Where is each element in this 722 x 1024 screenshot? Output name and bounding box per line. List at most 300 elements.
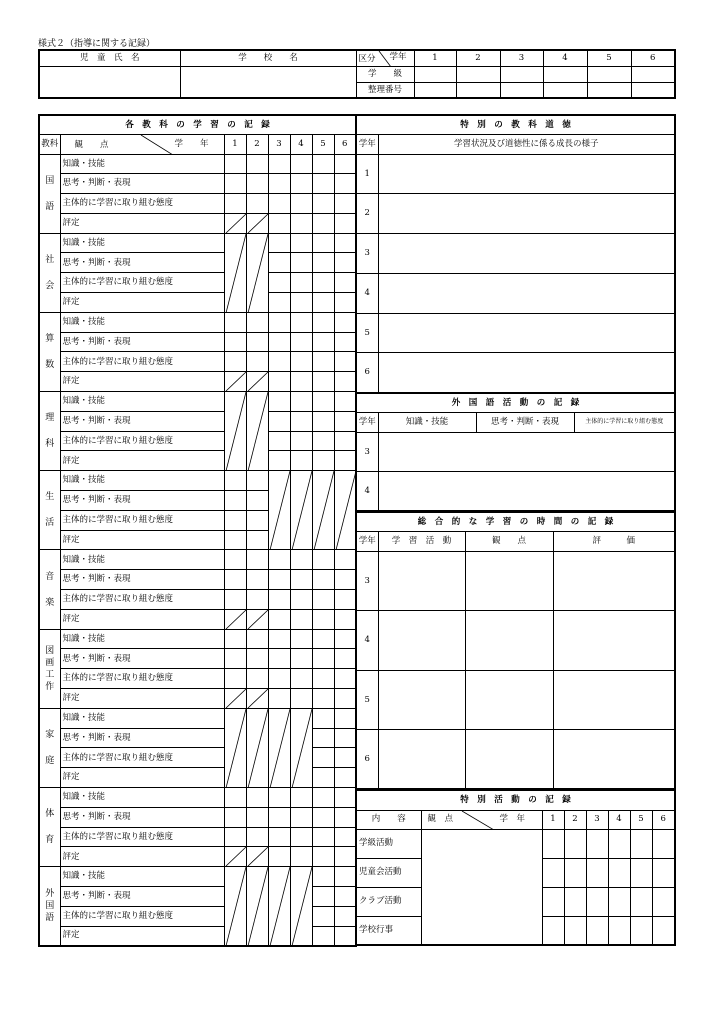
grade-cell[interactable]: [334, 906, 356, 926]
special-cell[interactable]: [564, 916, 586, 945]
grade-cell[interactable]: [312, 431, 334, 451]
seiri-cell[interactable]: [587, 82, 631, 98]
grade-cell[interactable]: [224, 807, 246, 827]
grade-cell[interactable]: [312, 788, 334, 808]
grade-cell[interactable]: [312, 273, 334, 293]
special-cell[interactable]: [630, 916, 652, 945]
grade-cell[interactable]: [334, 807, 356, 827]
school-name-label: 学 校 名: [180, 50, 356, 66]
grade-cell[interactable]: [246, 807, 268, 827]
grade-cell[interactable]: [246, 550, 268, 570]
grade-cell[interactable]: [290, 213, 312, 233]
special-cell[interactable]: [564, 829, 586, 858]
grade-cell[interactable]: [312, 867, 334, 887]
grade-cell[interactable]: [334, 847, 356, 867]
grade-cell[interactable]: [312, 609, 334, 629]
grade-cell[interactable]: [312, 550, 334, 570]
grade-cell[interactable]: [290, 609, 312, 629]
grade-cell[interactable]: [334, 194, 356, 214]
kanten-label: 知識・技能: [60, 629, 224, 649]
grade-cell[interactable]: [334, 827, 356, 847]
special-cell[interactable]: [608, 916, 630, 945]
special-cell[interactable]: [586, 916, 608, 945]
foreign-field[interactable]: [378, 432, 675, 472]
grade-cell[interactable]: [334, 312, 356, 332]
grade-cell[interactable]: [224, 629, 246, 649]
grade-cell[interactable]: [246, 510, 268, 530]
grade-cell[interactable]: [290, 807, 312, 827]
grade-cell[interactable]: [268, 431, 290, 451]
special-table: [355, 789, 676, 946]
grade-cell[interactable]: [312, 372, 334, 392]
integrated-field[interactable]: [553, 730, 675, 790]
grade-cell[interactable]: [312, 312, 334, 332]
grade-cell[interactable]: [312, 669, 334, 689]
moral-grade: 6: [356, 353, 378, 393]
grade-cell[interactable]: [268, 293, 290, 313]
grade-cell[interactable]: [224, 550, 246, 570]
grade-cell[interactable]: [334, 926, 356, 946]
grade-cell[interactable]: [312, 392, 334, 412]
grade-cell[interactable]: [268, 372, 290, 392]
grade-cell[interactable]: [290, 669, 312, 689]
grade-cell[interactable]: [290, 570, 312, 590]
integrated-field[interactable]: [465, 670, 553, 730]
grade-cell[interactable]: [290, 392, 312, 412]
subject-label: 家庭: [39, 708, 60, 787]
integrated-table: [355, 511, 676, 790]
grade-cell[interactable]: [246, 154, 268, 174]
grade-cell[interactable]: [290, 233, 312, 253]
slash-line: [225, 392, 247, 471]
gakkyu-cell[interactable]: [456, 66, 500, 82]
kanten-label: 思考・判断・表現: [60, 411, 224, 431]
grade-cell[interactable]: [290, 431, 312, 451]
grade-cell[interactable]: [246, 174, 268, 194]
header-grade: 5: [587, 50, 631, 66]
grade-cell[interactable]: [334, 570, 356, 590]
kanten-label: 主体的に学習に取り組む態度: [60, 352, 224, 372]
grade-cell[interactable]: [312, 332, 334, 352]
special-cell[interactable]: [564, 858, 586, 887]
moral-field[interactable]: [378, 273, 675, 313]
kanten-label: 思考・判断・表現: [60, 807, 224, 827]
integrated-field[interactable]: [553, 611, 675, 671]
special-cell[interactable]: [564, 887, 586, 916]
grade-cell[interactable]: [246, 827, 268, 847]
gakunen-label: 学年: [389, 52, 407, 62]
special-row-label: クラブ活動: [356, 887, 421, 916]
grade-cell[interactable]: [268, 213, 290, 233]
kanten-label: 知識・技能: [60, 788, 224, 808]
grade-cell[interactable]: [312, 906, 334, 926]
col-kyoka: 教科: [39, 134, 60, 154]
grade-cell[interactable]: [246, 570, 268, 590]
slash-line: [225, 214, 247, 233]
grade-cell[interactable]: [224, 174, 246, 194]
special-grade: 4: [608, 810, 630, 829]
subjects-title: 各 教 科 の 学 習 の 記 録: [39, 115, 356, 134]
kanten-label: 知識・技能: [60, 154, 224, 174]
grade-cell[interactable]: [224, 669, 246, 689]
grade-cell[interactable]: [224, 352, 246, 372]
kanten-label: 主体的に学習に取り組む態度: [60, 906, 224, 926]
grade-cell[interactable]: [334, 728, 356, 748]
grade-cell[interactable]: [290, 590, 312, 610]
grade-cell[interactable]: [246, 590, 268, 610]
grade-cell[interactable]: [334, 669, 356, 689]
grade-cell[interactable]: [224, 510, 246, 530]
grade-cell[interactable]: [246, 669, 268, 689]
special-cell[interactable]: [542, 887, 564, 916]
foreign-grade: 3: [356, 432, 378, 472]
grade-cell[interactable]: [290, 847, 312, 867]
student-name-label: 児 童 氏 名: [39, 50, 180, 66]
grade-cell[interactable]: [290, 550, 312, 570]
grade-cell[interactable]: [290, 649, 312, 669]
grade-cell[interactable]: [246, 312, 268, 332]
special-cell[interactable]: [652, 887, 675, 916]
grade-cell[interactable]: [312, 649, 334, 669]
grade-cell: [290, 867, 312, 946]
grade-cell[interactable]: [224, 312, 246, 332]
grade-cell[interactable]: [334, 689, 356, 709]
grade-cell[interactable]: [312, 253, 334, 273]
grade-cell[interactable]: [334, 411, 356, 431]
grade-cell[interactable]: [268, 273, 290, 293]
grade-cell[interactable]: [268, 332, 290, 352]
header-grade: 4: [543, 50, 587, 66]
grade-cell[interactable]: [312, 689, 334, 709]
slash-line: [247, 214, 269, 233]
grade-cell[interactable]: [290, 312, 312, 332]
grade-cell[interactable]: [312, 708, 334, 728]
grade-cell[interactable]: [290, 352, 312, 372]
kanten-label: 評定: [60, 372, 224, 392]
foreign-col1: 知識・技能: [378, 412, 476, 432]
grade-cell[interactable]: [290, 788, 312, 808]
integrated-field[interactable]: [553, 670, 675, 730]
grade-cell: [224, 392, 246, 471]
grade-cell[interactable]: [334, 649, 356, 669]
special-cell[interactable]: [652, 858, 675, 887]
grade-cell[interactable]: [268, 411, 290, 431]
subject-label: 算数: [39, 312, 60, 391]
grade-cell[interactable]: [268, 451, 290, 471]
grade-cell[interactable]: [334, 154, 356, 174]
grade-cell[interactable]: [246, 332, 268, 352]
special-kanten-field[interactable]: [421, 829, 542, 945]
gakkyu-cell[interactable]: [631, 66, 675, 82]
integrated-grade: 5: [356, 670, 378, 730]
col-kanten-gakunen: [60, 134, 224, 154]
grade-cell: [224, 867, 246, 946]
integrated-field[interactable]: [378, 730, 465, 790]
seiri-cell[interactable]: [543, 82, 587, 98]
grade-cell[interactable]: [268, 154, 290, 174]
moral-grade: 5: [356, 313, 378, 353]
grade-cell[interactable]: [312, 807, 334, 827]
special-cell[interactable]: [586, 858, 608, 887]
grade-cell[interactable]: [312, 154, 334, 174]
kanten-label: 思考・判断・表現: [60, 253, 224, 273]
grade-cell[interactable]: [246, 352, 268, 372]
moral-col-desc: 学習状況及び道徳性に係る成長の様子: [378, 134, 675, 154]
grade-cell[interactable]: [268, 550, 290, 570]
grade-cell[interactable]: [246, 788, 268, 808]
grade-cell[interactable]: [224, 471, 246, 491]
grade-cell[interactable]: [334, 431, 356, 451]
grade-cell[interactable]: [334, 590, 356, 610]
special-col-kanten-gakunen: [421, 810, 542, 829]
grade-cell[interactable]: [312, 886, 334, 906]
grade-cell[interactable]: [312, 748, 334, 768]
grade-cell[interactable]: [268, 847, 290, 867]
grade-cell[interactable]: [334, 233, 356, 253]
grade-cell[interactable]: [334, 748, 356, 768]
grade-cell[interactable]: [334, 708, 356, 728]
grade-cell[interactable]: [334, 886, 356, 906]
gakkyu-cell[interactable]: [587, 66, 631, 82]
grade-cell[interactable]: [246, 629, 268, 649]
grade-cell[interactable]: [290, 451, 312, 471]
grade-cell[interactable]: [268, 233, 290, 253]
slash-line: [247, 709, 269, 788]
grade-cell[interactable]: [290, 629, 312, 649]
slash-line: [247, 689, 269, 708]
grade-cell: [246, 213, 268, 233]
grade-cell[interactable]: [312, 352, 334, 372]
kanten-label: 知識・技能: [60, 392, 224, 412]
grade-cell[interactable]: [224, 827, 246, 847]
gakkyu-cell[interactable]: [414, 66, 456, 82]
grade-cell[interactable]: [334, 332, 356, 352]
integrated-field[interactable]: [378, 670, 465, 730]
special-cell[interactable]: [608, 887, 630, 916]
grade-cell[interactable]: [224, 570, 246, 590]
kanten-label: 思考・判断・表現: [60, 886, 224, 906]
grade-cell[interactable]: [268, 253, 290, 273]
integrated-field[interactable]: [378, 551, 465, 611]
grade-cell[interactable]: [268, 174, 290, 194]
kanten-label: 主体的に学習に取り組む態度: [60, 669, 224, 689]
grade-cell[interactable]: [290, 332, 312, 352]
grade-cell[interactable]: [334, 253, 356, 273]
kanten-label: 知識・技能: [60, 471, 224, 491]
grade-cell[interactable]: [312, 768, 334, 788]
grade-cell[interactable]: [268, 590, 290, 610]
seiri-cell[interactable]: [631, 82, 675, 98]
kanten-label: 評定: [60, 213, 224, 233]
special-row-label: 学級活動: [356, 829, 421, 858]
grade-cell[interactable]: [312, 411, 334, 431]
grade-cell[interactable]: [268, 807, 290, 827]
grade-cell[interactable]: [334, 768, 356, 788]
grade-cell[interactable]: [224, 590, 246, 610]
gakkyu-cell[interactable]: [500, 66, 543, 82]
grade-cell[interactable]: [290, 253, 312, 273]
integrated-field[interactable]: [553, 551, 675, 611]
grade-cell[interactable]: [268, 194, 290, 214]
grade-cell[interactable]: [312, 451, 334, 471]
grade-cell[interactable]: [290, 372, 312, 392]
grade-cell[interactable]: [224, 491, 246, 511]
moral-field[interactable]: [378, 353, 675, 393]
grade-cell[interactable]: [312, 293, 334, 313]
grade-cell[interactable]: [268, 570, 290, 590]
grade-cell[interactable]: [268, 392, 290, 412]
special-cell[interactable]: [586, 887, 608, 916]
grade-cell[interactable]: [290, 827, 312, 847]
grade-cell[interactable]: [290, 411, 312, 431]
special-cell[interactable]: [542, 829, 564, 858]
integrated-field[interactable]: [465, 730, 553, 790]
grade-cell[interactable]: [268, 827, 290, 847]
special-cell[interactable]: [630, 829, 652, 858]
grade-cell[interactable]: [312, 233, 334, 253]
grade-cell: [246, 609, 268, 629]
slash-line: [291, 471, 313, 550]
grade-cell[interactable]: [268, 649, 290, 669]
special-cell[interactable]: [542, 858, 564, 887]
grade-cell[interactable]: [268, 629, 290, 649]
grade-cell[interactable]: [290, 293, 312, 313]
moral-field[interactable]: [378, 234, 675, 274]
grade-cell[interactable]: [312, 174, 334, 194]
grade-cell[interactable]: [224, 332, 246, 352]
grade-cell[interactable]: [224, 194, 246, 214]
grade-cell[interactable]: [334, 174, 356, 194]
grade-cell[interactable]: [268, 689, 290, 709]
grade-cell[interactable]: [312, 194, 334, 214]
kanten-label: 知識・技能: [60, 233, 224, 253]
grade-cell[interactable]: [312, 629, 334, 649]
grade-cell[interactable]: [312, 213, 334, 233]
foreign-field[interactable]: [378, 472, 675, 512]
moral-field[interactable]: [378, 154, 675, 194]
grade-cell[interactable]: [290, 194, 312, 214]
form-title: 様式２（指導に関する記録）: [38, 39, 156, 49]
grade-cell[interactable]: [246, 649, 268, 669]
grade-cell[interactable]: [334, 273, 356, 293]
grade-cell[interactable]: [224, 649, 246, 669]
special-cell[interactable]: [652, 829, 675, 858]
grade-cell[interactable]: [334, 629, 356, 649]
grade-cell[interactable]: [268, 352, 290, 372]
special-cell[interactable]: [652, 916, 675, 945]
grade-cell[interactable]: [290, 174, 312, 194]
grade-cell[interactable]: [334, 609, 356, 629]
grade-cell[interactable]: [290, 273, 312, 293]
grade-cell[interactable]: [312, 926, 334, 946]
subject-label: 音楽: [39, 550, 60, 629]
special-cell[interactable]: [542, 916, 564, 945]
grade-cell: [246, 867, 268, 946]
slash-line: [247, 867, 269, 946]
grade-cell: [246, 372, 268, 392]
slash-line: [247, 372, 269, 391]
special-cell[interactable]: [630, 858, 652, 887]
grade-cell[interactable]: [246, 530, 268, 550]
slash-line: [247, 392, 269, 471]
school-name-field[interactable]: [180, 66, 356, 98]
grade-cell[interactable]: [224, 530, 246, 550]
grade-cell[interactable]: [334, 451, 356, 471]
grade-cell[interactable]: [312, 590, 334, 610]
grade-cell[interactable]: [224, 154, 246, 174]
grade-cell[interactable]: [334, 213, 356, 233]
grade-cell[interactable]: [334, 372, 356, 392]
kanten-label: 主体的に学習に取り組む態度: [60, 273, 224, 293]
grade-cell[interactable]: [290, 689, 312, 709]
foreign-col3: 主体的に学習に取り組む態度: [574, 412, 675, 432]
seiri-cell[interactable]: [414, 82, 456, 98]
integrated-title: 総 合 的 な 学 習 の 時 間 の 記 録: [356, 512, 675, 531]
seiri-cell[interactable]: [500, 82, 543, 98]
grade-col: 6: [334, 134, 356, 154]
grade-cell[interactable]: [246, 471, 268, 491]
kanten-label: 主体的に学習に取り組む態度: [60, 431, 224, 451]
special-cell[interactable]: [586, 829, 608, 858]
grade-cell[interactable]: [312, 570, 334, 590]
grade-cell[interactable]: [312, 847, 334, 867]
grade-cell[interactable]: [268, 609, 290, 629]
grade-cell[interactable]: [268, 669, 290, 689]
header-grade: 3: [500, 50, 543, 66]
special-grade: 3: [586, 810, 608, 829]
grade-cell[interactable]: [312, 827, 334, 847]
special-cell[interactable]: [608, 829, 630, 858]
slash-line: [313, 471, 335, 550]
foreign-table: [355, 392, 676, 512]
integrated-field[interactable]: [378, 611, 465, 671]
moral-grade: 3: [356, 234, 378, 274]
special-cell[interactable]: [630, 887, 652, 916]
integrated-field[interactable]: [465, 611, 553, 671]
integrated-field[interactable]: [465, 551, 553, 611]
grade-cell: [268, 708, 290, 787]
special-row-label: 学校行事: [356, 916, 421, 945]
grade-cell[interactable]: [224, 788, 246, 808]
grade-cell[interactable]: [246, 194, 268, 214]
grade-cell[interactable]: [334, 550, 356, 570]
grade-cell: [224, 847, 246, 867]
grade-cell: [224, 609, 246, 629]
grade-cell[interactable]: [268, 312, 290, 332]
grade-cell[interactable]: [334, 788, 356, 808]
gakkyu-cell[interactable]: [543, 66, 587, 82]
special-cell[interactable]: [608, 858, 630, 887]
grade-cell[interactable]: [290, 154, 312, 174]
subject-label: 国語: [39, 154, 60, 233]
moral-field[interactable]: [378, 313, 675, 353]
grade-cell[interactable]: [334, 392, 356, 412]
student-name-field[interactable]: [39, 66, 180, 98]
slash-line: [247, 234, 269, 313]
special-grade: 2: [564, 810, 586, 829]
grade-cell[interactable]: [334, 867, 356, 887]
grade-cell[interactable]: [312, 728, 334, 748]
grade-cell[interactable]: [334, 352, 356, 372]
kanten-label: 評定: [60, 768, 224, 788]
slash-line: [225, 372, 247, 391]
moral-field[interactable]: [378, 194, 675, 234]
grade-cell[interactable]: [268, 788, 290, 808]
grade-cell[interactable]: [246, 491, 268, 511]
seiri-cell[interactable]: [456, 82, 500, 98]
grade-cell[interactable]: [334, 293, 356, 313]
grade-cell: [334, 471, 356, 550]
